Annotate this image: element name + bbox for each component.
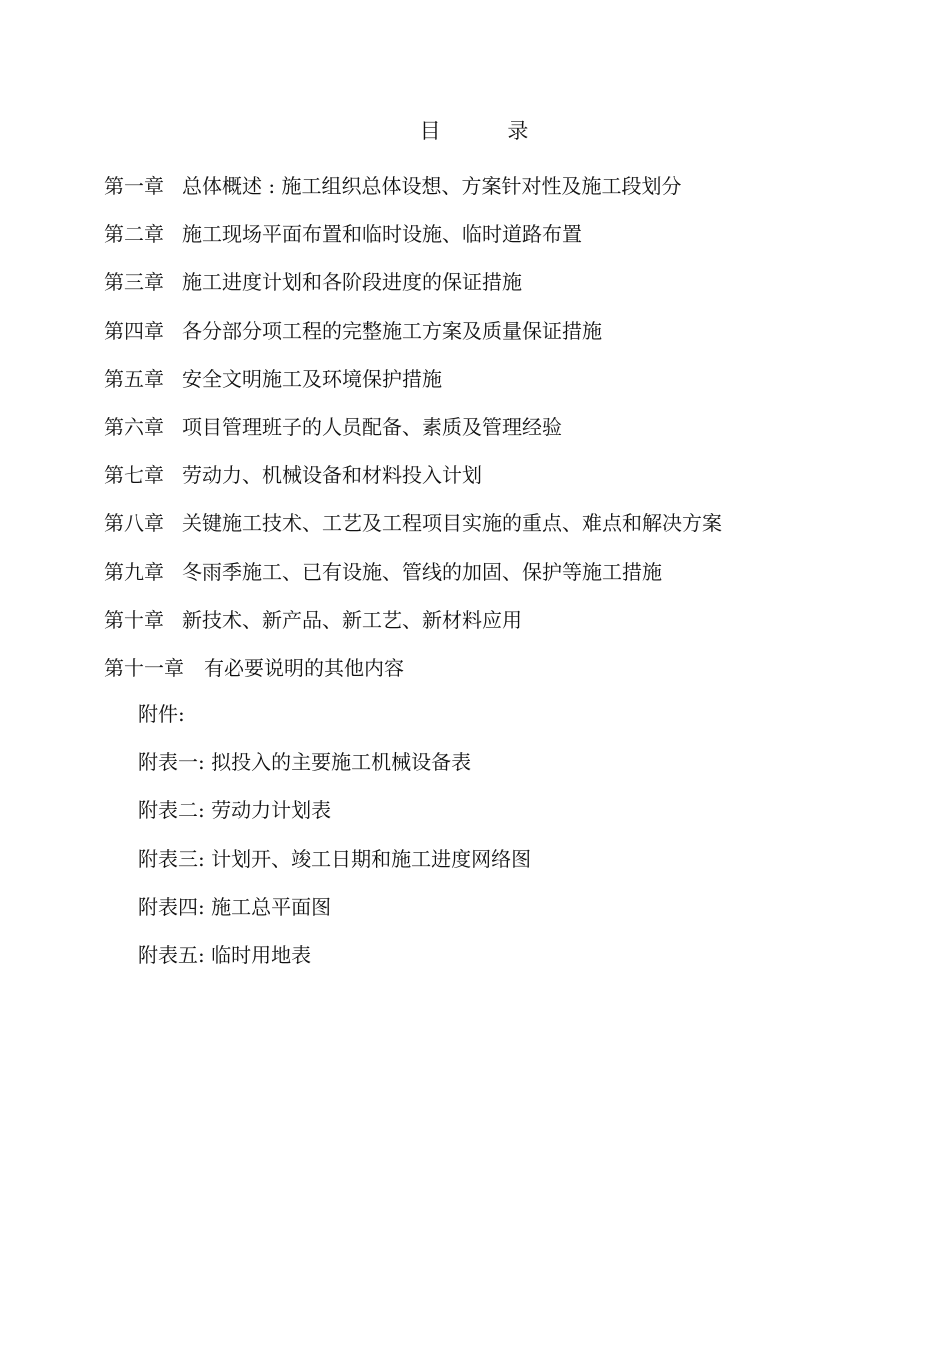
chapter-title: 各分部分项工程的完整施工方案及质量保证措施 xyxy=(182,318,602,343)
appendix-item: 附表三: 计划开、竣工日期和施工进度网络图 xyxy=(138,846,532,871)
chapter-number: 第四章 xyxy=(104,318,164,343)
chapter-title: 总体概述 : 施工组织总体设想、方案针对性及施工段划分 xyxy=(182,174,682,198)
chapter-number: 第二章 xyxy=(104,222,164,247)
chapter-number: 第十一章 xyxy=(104,655,184,680)
appendix-heading: 附件: xyxy=(138,702,185,726)
appendix-item: 附表二: 劳动力计划表 xyxy=(138,798,332,823)
chapter-title: 施工现场平面布置和临时设施、临时道路布置 xyxy=(182,222,582,247)
toc-entry-chapter-6 xyxy=(104,411,904,459)
appendix-item: 附表四: 施工总平面图 xyxy=(138,894,332,919)
appendix-list xyxy=(138,698,898,987)
toc-entry-chapter-7 xyxy=(104,459,904,507)
toc-entry-chapter-10 xyxy=(104,604,904,652)
chapter-number: 第九章 xyxy=(104,559,164,584)
page-title: 目 录 xyxy=(419,119,559,143)
chapter-number: 第八章 xyxy=(104,511,164,536)
chapter-title: 安全文明施工及环境保护措施 xyxy=(182,366,442,391)
appendix-item: 附表一: 拟投入的主要施工机械设备表 xyxy=(138,750,472,775)
toc-entry-chapter-8 xyxy=(104,507,904,555)
toc-entry-chapter-1 xyxy=(104,170,904,218)
chapter-number: 第一章 xyxy=(104,174,164,198)
chapter-number: 第七章 xyxy=(104,463,164,488)
chapter-title: 劳动力、机械设备和材料投入计划 xyxy=(182,463,482,488)
chapter-title: 新技术、新产品、新工艺、新材料应用 xyxy=(182,607,522,632)
chapter-list xyxy=(104,170,904,700)
chapter-title: 有必要说明的其他内容 xyxy=(204,655,404,680)
toc-entry-chapter-4 xyxy=(104,315,904,363)
toc-entry-chapter-11 xyxy=(104,652,904,700)
chapter-title: 施工进度计划和各阶段进度的保证措施 xyxy=(182,270,522,295)
chapter-title: 冬雨季施工、已有设施、管线的加固、保护等施工措施 xyxy=(182,559,662,584)
toc-entry-chapter-9 xyxy=(104,556,904,604)
chapter-title: 项目管理班子的人员配备、素质及管理经验 xyxy=(182,414,562,439)
chapter-number: 第十章 xyxy=(104,607,164,632)
chapter-number: 第五章 xyxy=(104,366,164,391)
chapter-title: 关键施工技术、工艺及工程项目实施的重点、难点和解决方案 xyxy=(182,511,722,536)
toc-entry-chapter-3 xyxy=(104,266,904,314)
chapter-number: 第六章 xyxy=(104,414,164,439)
toc-entry-chapter-5 xyxy=(104,363,904,411)
chapter-number: 第三章 xyxy=(104,270,164,295)
toc-entry-chapter-2 xyxy=(104,218,904,266)
appendix-item: 附表五: 临时用地表 xyxy=(138,942,312,967)
